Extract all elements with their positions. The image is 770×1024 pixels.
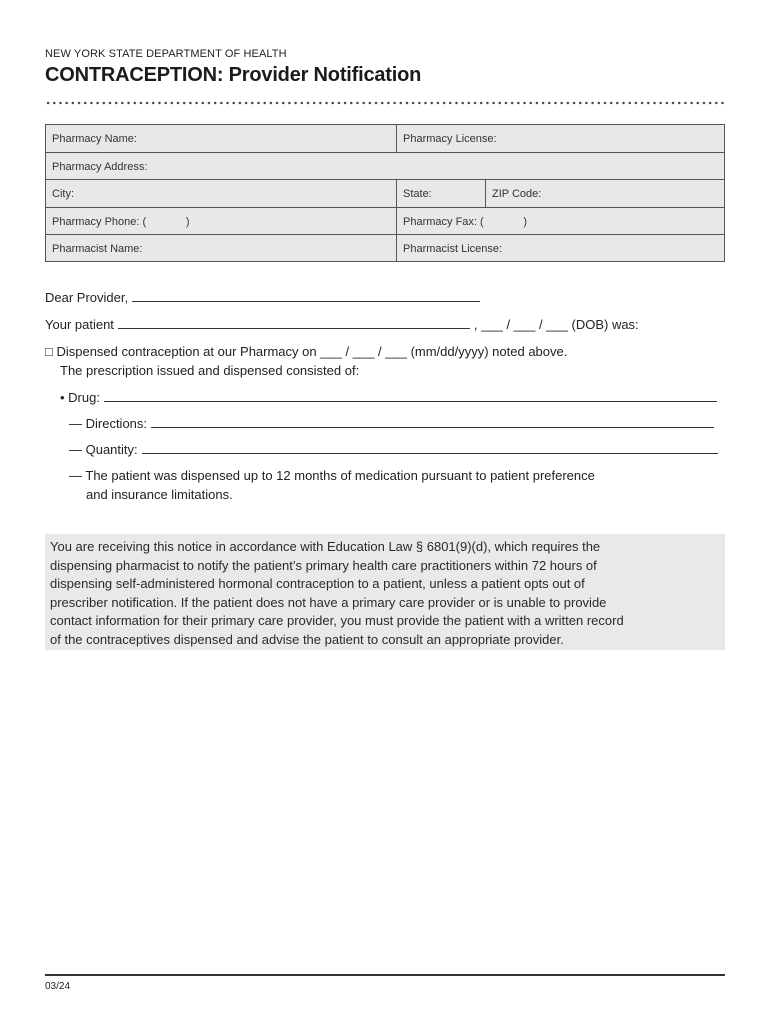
form-revision-date: 03/24 [45,981,71,992]
legal-notice-box [45,534,725,650]
prescription-label: The prescription issued and dispensed consisted of: [60,363,360,378]
dear-provider-label: Dear Provider, [45,290,129,305]
zip-code-field[interactable]: ZIP Code: [485,180,724,206]
your-patient-line [45,317,639,332]
dotted-divider [45,100,726,106]
dispensed-checkbox-line[interactable] [45,344,567,359]
table-row [46,152,724,179]
dob-label: , ___ / ___ / ___ (DOB) was: [473,317,639,332]
directions-line [69,416,714,431]
pharmacy-name-field[interactable]: Pharmacy Name: [52,133,137,145]
dispensed-note-text-2: and insurance limitations. [86,487,233,502]
pharmacy-license-field[interactable]: Pharmacy License: [396,125,724,152]
dispensed-checkbox-label[interactable]: □ Dispensed contraception at our Pharmacy on ___ / ___ / ___ (mm/dd/yyyy) noted above. [45,344,568,359]
agency-name: NEW YORK STATE DEPARTMENT OF HEALTH [45,48,287,60]
city-field[interactable]: City: [52,188,74,201]
notice-line: dispensing pharmacist to notify the patient’s primary health care practitioners within 72 hours of [50,557,597,573]
provider-name-blank[interactable] [132,301,480,302]
table-row [46,234,724,261]
directions-label: — Directions: [69,416,148,431]
drug-blank[interactable] [104,401,717,402]
dear-provider-line [45,290,484,305]
dispensed-note-line-1 [69,468,595,483]
patient-name-blank[interactable] [118,328,470,329]
prescription-line [60,363,359,378]
state-field[interactable]: State: [396,180,485,206]
dispensed-note-text-1: — The patient was dispensed up to 12 months of medication pursuant to patient preference [69,468,595,483]
form-title: CONTRACEPTION: Provider Notification [45,64,422,86]
table-row [46,207,724,234]
directions-blank[interactable] [151,427,714,428]
table-row [46,179,724,206]
your-patient-label: Your patient [45,317,114,332]
pharmacy-info-table [45,124,725,262]
quantity-blank[interactable] [142,453,718,454]
drug-label: • Drug: [60,390,100,405]
dispensed-note-line-2 [86,487,233,502]
notice-line: dispensing self-administered hormonal contraception to a patient, unless a patient opts out of [50,576,585,592]
pharmacy-phone-field[interactable]: Pharmacy Phone: ( ) [52,215,190,228]
drug-line [60,390,717,405]
footer-rule [45,974,725,976]
notice-line: contact information for their primary care provider, you must provide the patient with a written record [50,613,624,629]
pharmacy-address-field[interactable]: Pharmacy Address: [52,161,148,174]
table-row [46,125,724,152]
pharmacist-name-field[interactable]: Pharmacist Name: [52,242,143,255]
notice-line: prescriber notification. If the patient does not have a primary care provider or is unable to provide [50,594,607,610]
notice-line: You are receiving this notice in accordance with Education Law § 6801(9)(d), which requires the [50,539,601,554]
notice-line: of the contraceptives dispensed and advise the patient to consult an appropriate provider. [50,631,564,647]
quantity-label: — Quantity: [69,442,138,457]
quantity-line [69,442,718,457]
pharmacist-license-field[interactable]: Pharmacist License: [396,235,724,261]
pharmacy-fax-field[interactable]: Pharmacy Fax: ( ) [396,208,724,234]
